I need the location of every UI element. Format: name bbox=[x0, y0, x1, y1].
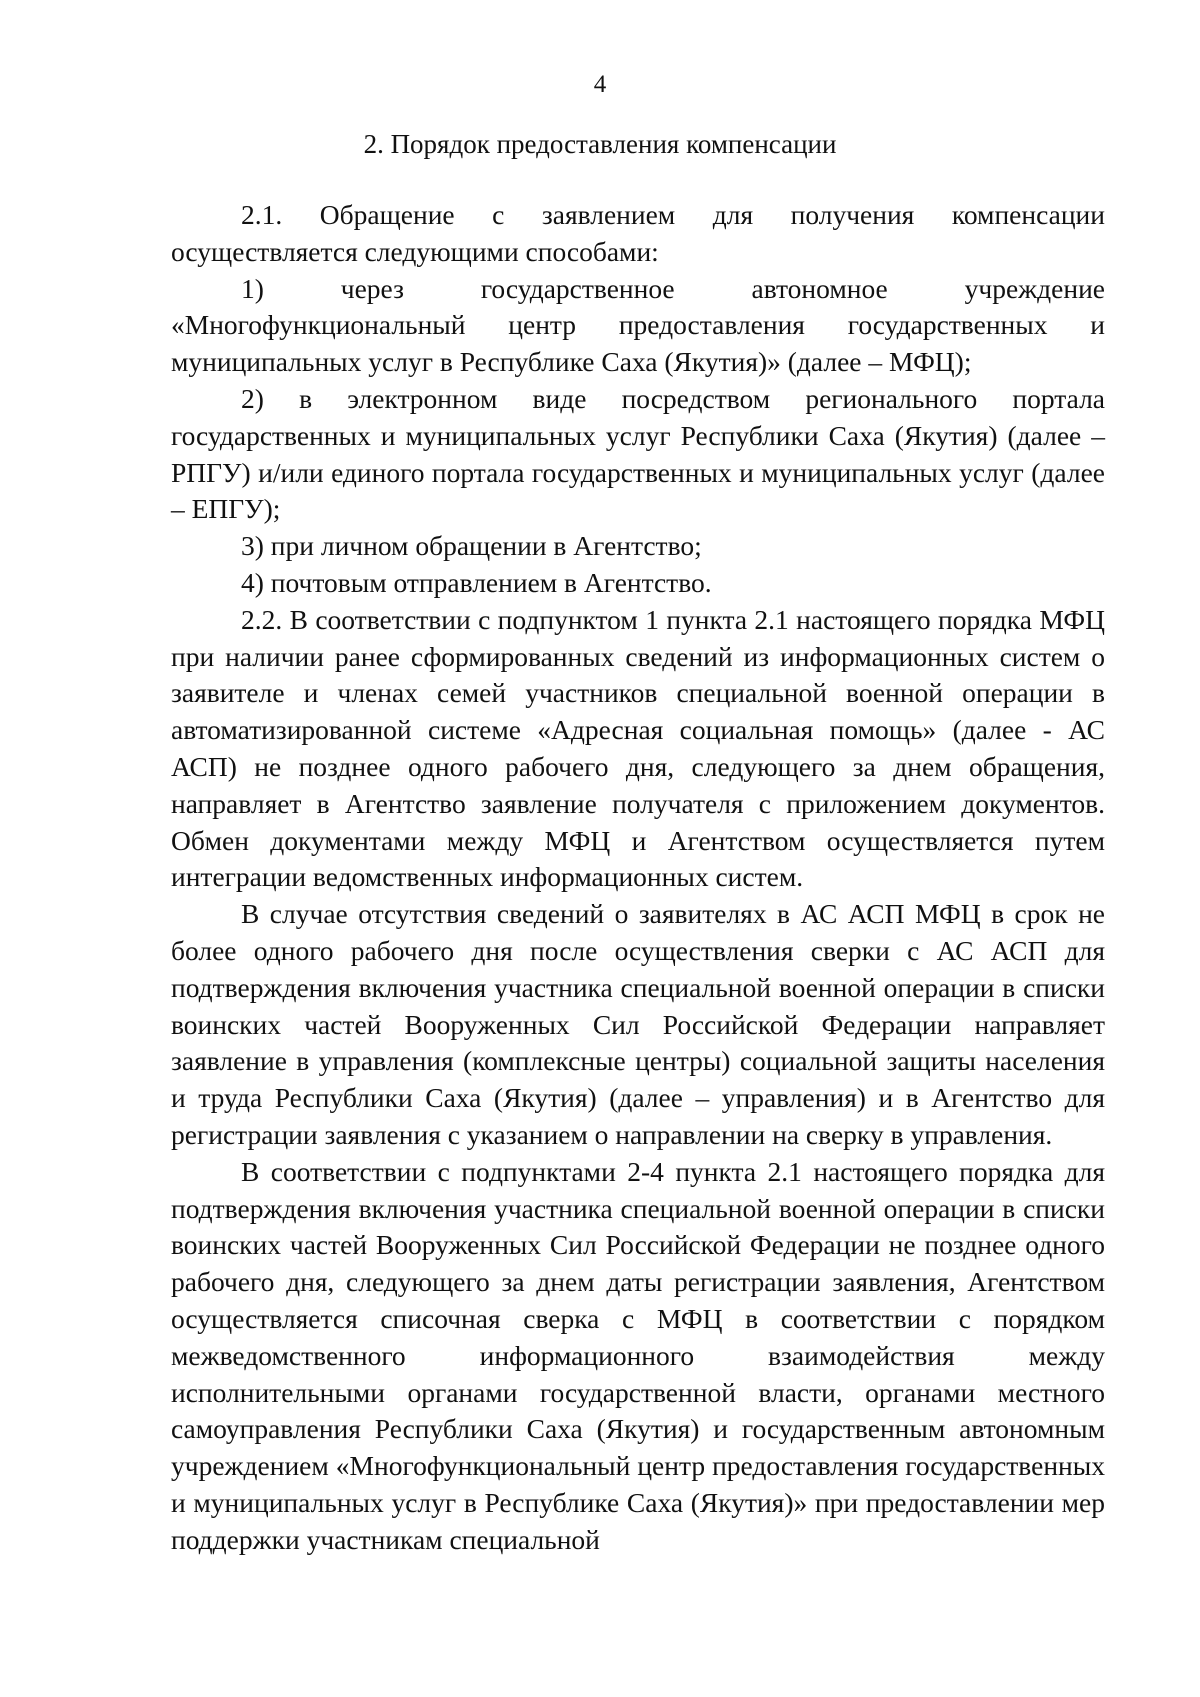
paragraph-2-2: 2.2. В соответствии с подпунктом 1 пункта 2.1 настоящего порядка МФЦ при наличии ранее сформированных сведений из информационных систем о заявителе и членах семей участников специальной военной операции в автоматизированной системе «Адресная социальная помощь» (далее - АС АСП) не позднее одного рабочего дня, следующего за днем обращения, направляет в Агентство заявление получателя с приложением документов. Обмен документами между МФЦ и Агентством осуществляется путем интеграции ведомственных информационных систем. bbox=[171, 603, 1105, 893]
list-item-1: 1) через государственное автономное учреждение «Многофункциональный центр предоставления государственных и муниципальных услуг в Республике Саха (Якутия)» (далее – МФЦ); bbox=[171, 272, 1105, 378]
paragraph-absence-case: В случае отсутствия сведений о заявителях в АС АСП МФЦ в срок не более одного рабочего дня после осуществления сверки с АС АСП для подтверждения включения участника специальной военной операции в списки воинских частей Вооруженных Сил Российской Федерации направляет заявление в управления (комплексные центры) социальной защиты населения и труда Республики Саха (Якутия) (далее – управления) и в Агентство для регистрации заявления с указанием о направлении на сверку в управления. bbox=[171, 898, 1105, 1150]
section-title: 2. Порядок предоставления компенсации bbox=[363, 129, 837, 159]
list-item-2: 2) в электронном виде посредством регионального портала государственных и муниципальных услуг Республики Саха (Якутия) (далее – РПГУ) и/или единого портала государственных и муниципальных услуг (далее – ЕПГУ); bbox=[171, 382, 1105, 525]
page-number: 4 bbox=[593, 71, 607, 98]
paragraph-subitems-2-4: В соответствии с подпунктами 2-4 пункта 2.1 настоящего порядка для подтверждения включения участника специальной военной операции в списки воинских частей Вооруженных Сил Российской Федерации не позднее одного рабочего дня, следующего за днем даты регистрации заявления, Агентством осуществляется списочная сверка с МФЦ в соответствии с порядком межведомственного информационного взаимодействия между исполнительными органами государственной власти, органами местного самоуправления Республики Саха (Якутия) и государственным автономным учреждением «Многофункциональный центр предоставления государственных и муниципальных услуг в Республике Саха (Якутия)» при предоставлении мер поддержки участникам специальной bbox=[171, 1155, 1105, 1555]
list-item-3: 3) при личном обращении в Агентство; bbox=[241, 530, 702, 562]
list-item-4: 4) почтовым отправлением в Агентство. bbox=[241, 566, 712, 598]
paragraph-2-1: 2.1. Обращение с заявлением для получения компенсации осуществляется следующими способами: bbox=[171, 199, 1105, 267]
document-body bbox=[171, 197, 1105, 1558]
